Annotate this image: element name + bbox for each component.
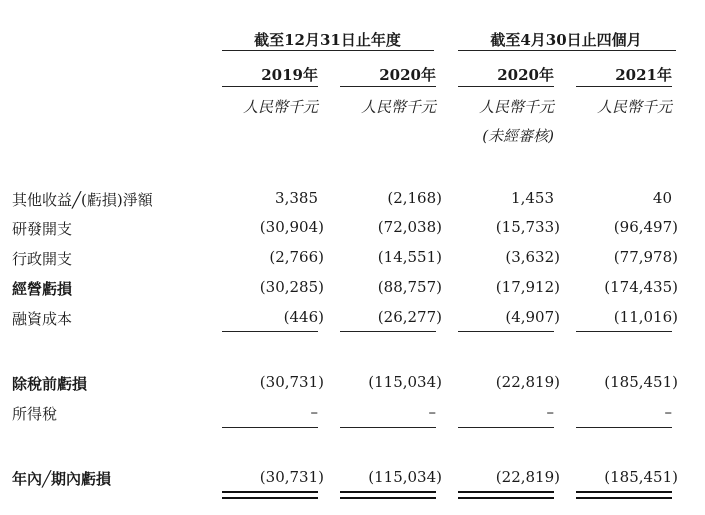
subtotal-rule	[458, 331, 554, 332]
row-label-loss-before-tax: 除稅前虧損	[12, 375, 88, 393]
table-cell: (30,731)	[259, 373, 324, 391]
table-cell: 40	[652, 189, 672, 207]
row-label-loss-for-period: 年內╱期內虧損	[12, 470, 112, 488]
table-cell: (14,551)	[377, 248, 442, 266]
unit-label: 人民幣千元	[478, 98, 554, 116]
year-header: 2019年	[261, 66, 318, 84]
unit-label: 人民幣千元	[360, 98, 436, 116]
subtotal-rule	[340, 331, 436, 332]
table-cell: (30,904)	[259, 218, 324, 236]
total-double-rule	[576, 491, 672, 499]
unit-label: 人民幣千元	[242, 98, 318, 116]
subtotal-rule	[340, 427, 436, 428]
table-cell: (11,016)	[613, 308, 678, 326]
table-cell: (17,912)	[495, 278, 560, 296]
table-cell: –	[546, 403, 554, 421]
unaudited-note: (未經審核)	[482, 127, 554, 145]
table-cell: (30,285)	[259, 278, 324, 296]
table-cell: (15,733)	[495, 218, 560, 236]
table-cell: (77,978)	[613, 248, 678, 266]
table-cell: (2,766)	[269, 248, 324, 266]
subtotal-rule	[222, 427, 318, 428]
total-double-rule	[340, 491, 436, 499]
table-cell: (72,038)	[377, 218, 442, 236]
table-cell: (185,451)	[604, 373, 678, 391]
group-header-year-ended: 截至12月31日止年度	[254, 31, 401, 49]
year-underline	[576, 86, 672, 87]
row-label-rd-expenses: 研發開支	[12, 220, 73, 238]
subtotal-rule	[576, 427, 672, 428]
table-cell: (22,819)	[495, 373, 560, 391]
table-cell: 1,453	[511, 189, 554, 207]
year-underline	[222, 86, 318, 87]
table-cell: (115,034)	[368, 468, 442, 486]
table-cell: –	[310, 403, 318, 421]
table-cell: (26,277)	[377, 308, 442, 326]
table-cell: (4,907)	[505, 308, 560, 326]
year-header: 2020年	[497, 66, 554, 84]
year-underline	[340, 86, 436, 87]
table-cell: (2,168)	[387, 189, 442, 207]
row-label-admin-expenses: 行政開支	[12, 250, 73, 268]
table-cell: 3,385	[275, 189, 318, 207]
row-label-income-tax: 所得稅	[12, 405, 58, 423]
row-label-finance-costs: 融資成本	[12, 310, 73, 328]
row-label-operating-loss: 經營虧損	[12, 280, 73, 298]
table-cell: –	[664, 403, 672, 421]
table-cell: (22,819)	[495, 468, 560, 486]
table-cell: (3,632)	[505, 248, 560, 266]
table-cell: –	[428, 403, 436, 421]
group-header-underline	[222, 50, 434, 51]
table-cell: (185,451)	[604, 468, 678, 486]
table-cell: (446)	[283, 308, 324, 326]
total-double-rule	[458, 491, 554, 499]
table-cell: (88,757)	[377, 278, 442, 296]
year-header: 2021年	[615, 66, 672, 84]
table-cell: (30,731)	[259, 468, 324, 486]
year-header: 2020年	[379, 66, 436, 84]
subtotal-rule	[458, 427, 554, 428]
group-header-underline	[458, 50, 676, 51]
year-underline	[458, 86, 554, 87]
subtotal-rule	[576, 331, 672, 332]
group-header-four-months: 截至4月30日止四個月	[490, 31, 642, 49]
table-cell: (115,034)	[368, 373, 442, 391]
unit-label: 人民幣千元	[596, 98, 672, 116]
table-cell: (96,497)	[613, 218, 678, 236]
row-label-other-gains: 其他收益╱(虧損)淨額	[12, 191, 153, 209]
subtotal-rule	[222, 331, 318, 332]
total-double-rule	[222, 491, 318, 499]
table-cell: (174,435)	[604, 278, 678, 296]
